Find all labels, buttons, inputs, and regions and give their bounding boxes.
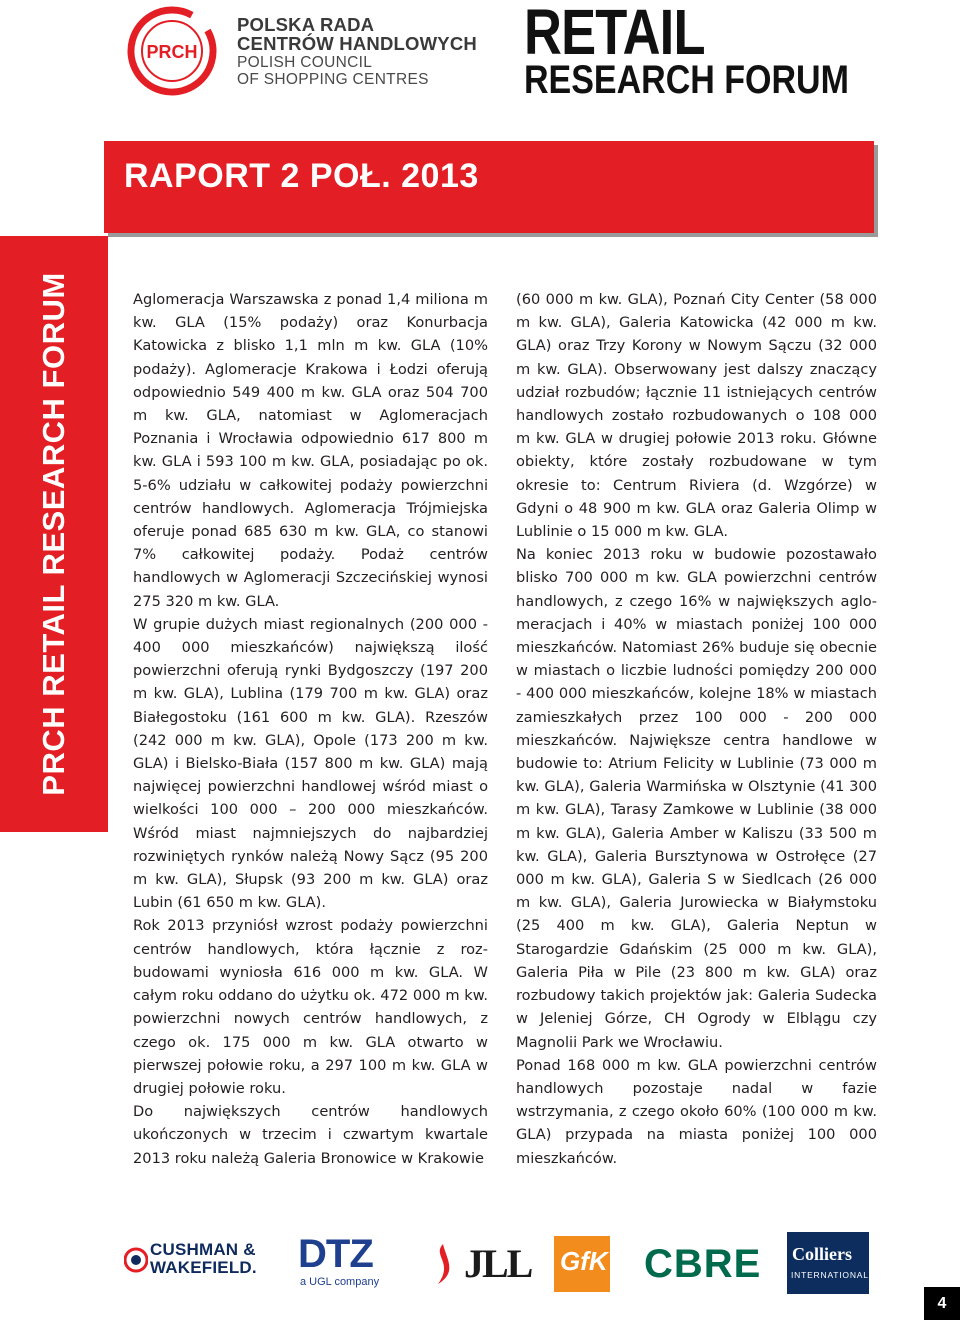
left-column	[133, 288, 488, 1170]
cbre-name: CBRE	[644, 1242, 762, 1286]
jll-name: JLL	[464, 1241, 532, 1286]
dtz-tagline: a UGL company	[300, 1276, 380, 1288]
logo-line-3: POLISH COUNCIL	[237, 54, 373, 71]
paragraph: Na koniec 2013 roku w budowie pozostawało blisko 700 000 m kw. GLA powierzchni centrów handlowych, z czego 16% w największych aglomeracjach i 40% w miastach poniżej 100 000 mieszkańców. Natomiast 26% buduje się obecnie w miastach o liczbie ludności pomiędzy 200 000 - 400 000 mieszkańców, kolejne 18% w miastach zamieszkałych przez 100 000 - 200 000 mieszkańców. Największe centra handlowe w budowie to: Atrium Felicity w Lublinie (73 000 m kw. GLA), Galeria Warmińska w Olsztynie (41 300 m kw. GLA), Tarasy Zamkowe w Lublinie (38 000 m kw. GLA), Galeria Amber w Kaliszu (33 500 m kw. GLA), Galeria Bursztynowa w Ostrołęce (27 000 m kw. GLA), Galeria S w Siedlcach (26 000 m kw. GLA), Galeria Jurowiecka w Białymstoku (25 400 m kw. GLA), Galeria Neptun w Starogardzie Gdańskim (25 000 m kw. GLA), Galeria Piła w Pile (23 800 m kw. GLA) oraz rozbudowy takich projektów jak: Galeria Sudecka w Jeleniej Górze, CH Ogrody w Elblągu czy Magnolii Park we Wrocławiu.	[516, 546, 877, 1051]
cushman-wakefield-line-2: WAKEFIELD.	[150, 1258, 257, 1277]
colliers-tagline: INTERNATIONAL	[791, 1270, 869, 1280]
gfk-name: GfK	[560, 1246, 608, 1276]
paragraph: Rok 2013 przyniósł wzrost podaży powierzchni centrów handlowych, która łącznie z rozbudowami wyniosła 616 000 m kw. GLA. W całym roku oddano do użytku ok. 472 000 m kw. powierzchni nowych centrów handlowych, z czego ok. 175 000 m kw. GLA otwarto w pierwszej połowie roku, a 297 100 m kw. GLA w drugiej połowie roku.	[133, 917, 488, 1097]
jll-flame-icon	[424, 1242, 462, 1286]
paragraph: W grupie dużych miast regionalnych (200 000 - 400 000 mieszkańców) największą ilość powierzchni oferują rynki Bydgoszczy (197 200 m kw. GLA), Lublina (179 700 m kw. GLA) oraz Białegostoku (161 600 m kw. GLA). Rzeszów (242 000 m kw. GLA), Opole (173 200 m kw. GLA) i Bielsko-Biała (157 800 m kw. GLA) mają najwięcej powierzchni handlowej wśród miast o wielkości 100 000 – 200 000 mieszkańców. Wśród miast najmniejszych do najbardziej rozwiniętych rynków należą Nowy Sącz (95 200 m kw. GLA), Słupsk (93 200 m kw. GLA) oraz Lubin (61 650 m kw. GLA).	[133, 615, 488, 912]
right-column	[516, 288, 877, 1170]
cbre-logo	[644, 1242, 760, 1286]
cushman-wakefield-mark-icon	[124, 1244, 148, 1276]
prch-logo-mark	[123, 2, 221, 100]
prch-logo	[123, 2, 503, 102]
brand-subtitle: RESEARCH FORUM	[524, 58, 849, 102]
sponsor-logos	[124, 1232, 880, 1292]
page-number: 4	[924, 1287, 960, 1320]
sidebar	[0, 236, 108, 832]
logo-line-2: CENTRÓW HANDLOWYCH	[237, 33, 477, 54]
jll-logo	[424, 1238, 534, 1290]
cushman-wakefield-logo	[124, 1240, 274, 1288]
report-band	[104, 141, 874, 233]
colliers-logo	[787, 1232, 869, 1294]
brand-title: RETAIL	[524, 0, 705, 68]
dtz-name: DTZ	[298, 1232, 373, 1276]
colliers-name: Colliers	[792, 1244, 852, 1264]
gfk-logo	[554, 1236, 610, 1292]
paragraph: Do największych centrów handlowych ukończonych w trzecim i czwartym kwartale 2013 roku należą Galeria Bronowice w Krakowie	[133, 1103, 488, 1167]
dtz-logo	[298, 1234, 414, 1292]
cushman-wakefield-line-1: CUSHMAN &	[150, 1240, 256, 1259]
logo-mark-text: PRCH	[146, 42, 198, 62]
paragraph: Aglomeracja Warszawska z ponad 1,4 miliona m kw. GLA (15% podaży) oraz Konurbacja Katowicka z blisko 1,1 mln m kw. GLA (10% podaży). Aglomeracje Krakowa i Łodzi oferują odpowiednio 549 400 m kw. GLA oraz 504 700 m kw. GLA, natomiast w Aglomeracjach Poznania i Wrocławia odpowiednio 617 800 m kw. GLA i 593 100 m kw. GLA, posiadając po ok. 5-6% udziału w całkowitej podaży powierzchni centrów handlowych. Aglomeracja Trójmiejska oferuje ponad 685 630 m kw. GLA, co stanowi 7% całkowitej podaży. Podaż centrów handlowych w Aglomeracji Szczecińskiej wynosi 275 320 m kw. GLA.	[133, 291, 488, 610]
report-title: RAPORT 2 POŁ. 2013	[124, 157, 479, 195]
sidebar-vertical-title: PRCH RETAIL RESEARCH FORUM	[36, 272, 71, 796]
paragraph: Ponad 168 000 m kw. GLA powierzchni centrów handlowych pozostaje nadal w fazie wstrzymania, z czego około 60% (100 000 m kw. GLA) przypada na miasta poniżej 100 000 mieszkańców.	[516, 1056, 877, 1167]
logo-line-1: POLSKA RADA	[237, 14, 375, 35]
logo-line-4: OF SHOPPING CENTRES	[237, 71, 429, 88]
paragraph: (60 000 m kw. GLA), Poznań City Center (58 000 m kw. GLA), Galeria Katowicka (42 000 m kw. GLA) oraz Trzy Korony w Nowym Sączu (32 000 m kw. GLA). Obserwowany jest dalszy znaczący udział rozbudów; łącznie 11 istniejących centrów handlowych zostało rozbudowanych o 108 000 m kw. GLA w drugiej połowie 2013 roku. Główne obiekty, które zostały rozbudowane w tym okresie to: Centrum Riviera (d. Wzgórze) w Gdyni o 48 900 m kw. GLA oraz Galeria Olimp w Lublinie o 15 000 m kw. GLA.	[516, 291, 877, 541]
